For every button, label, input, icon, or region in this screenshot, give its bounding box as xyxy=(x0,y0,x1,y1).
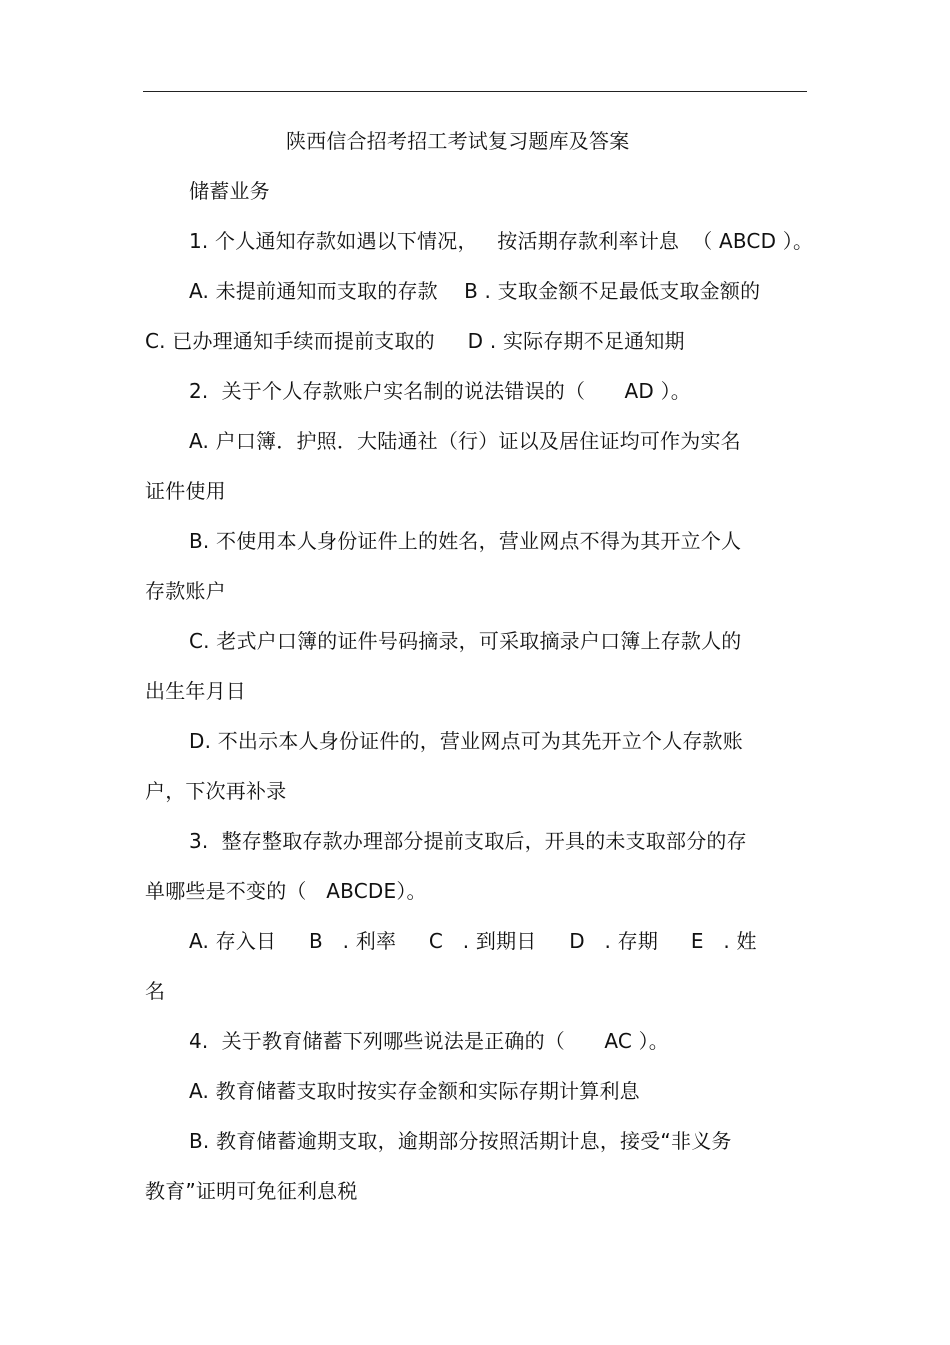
question-3-cont: 单哪些是不变的（ ABCDE）。 xyxy=(145,879,427,903)
question-2: 2. 关于个人存款账户实名制的说法错误的（ AD ）。 xyxy=(189,379,691,403)
question-1: 1. 个人通知存款如遇以下情况， 按活期存款利率计息 （ ABCD ）。 xyxy=(189,229,814,253)
question-2-option-d-cont: 户，下次再补录 xyxy=(145,779,287,803)
question-4-option-a: A. 教育储蓄支取时按实存金额和实际存期计算利息 xyxy=(189,1079,640,1103)
section-heading: 储蓄业务 xyxy=(189,179,270,203)
document-title: 陕西信合招考招工考试复习题库及答案 xyxy=(286,129,630,153)
question-4-option-b-cont: 教育”证明可免征利息税 xyxy=(145,1179,358,1203)
question-1-options-ab: A. 未提前通知而支取的存款 B . 支取金额不足最低支取金额的 xyxy=(189,279,761,303)
question-4-option-b: B. 教育储蓄逾期支取，逾期部分按照活期计息，接受“非义务 xyxy=(189,1129,732,1153)
question-2-option-d: D. 不出示本人身份证件的，营业网点可为其先开立个人存款账 xyxy=(189,729,743,753)
question-3-options: A. 存入日 B . 利率 C . 到期日 D . 存期 E . 姓 xyxy=(189,929,757,953)
question-1-options-cd: C. 已办理通知手续而提前支取的 D . 实际存期不足通知期 xyxy=(145,329,685,353)
question-4: 4. 关于教育储蓄下列哪些说法是正确的（ AC ）。 xyxy=(189,1029,669,1053)
question-3: 3. 整存整取存款办理部分提前支取后，开具的未支取部分的存 xyxy=(189,829,747,853)
question-3-options-cont: 名 xyxy=(145,979,166,1003)
question-2-option-c-cont: 出生年月日 xyxy=(145,679,246,703)
question-2-option-c: C. 老式户口簿的证件号码摘录，可采取摘录户口簿上存款人的 xyxy=(189,629,742,653)
question-2-option-a: A. 户口簿．护照．大陆通社（行）证以及居住证均可作为实名 xyxy=(189,429,741,453)
header-rule xyxy=(143,91,807,92)
question-2-option-b-cont: 存款账户 xyxy=(145,579,226,603)
question-2-option-b: B. 不使用本人身份证件上的姓名，营业网点不得为其开立个人 xyxy=(189,529,742,553)
question-2-option-a-cont: 证件使用 xyxy=(145,479,226,503)
